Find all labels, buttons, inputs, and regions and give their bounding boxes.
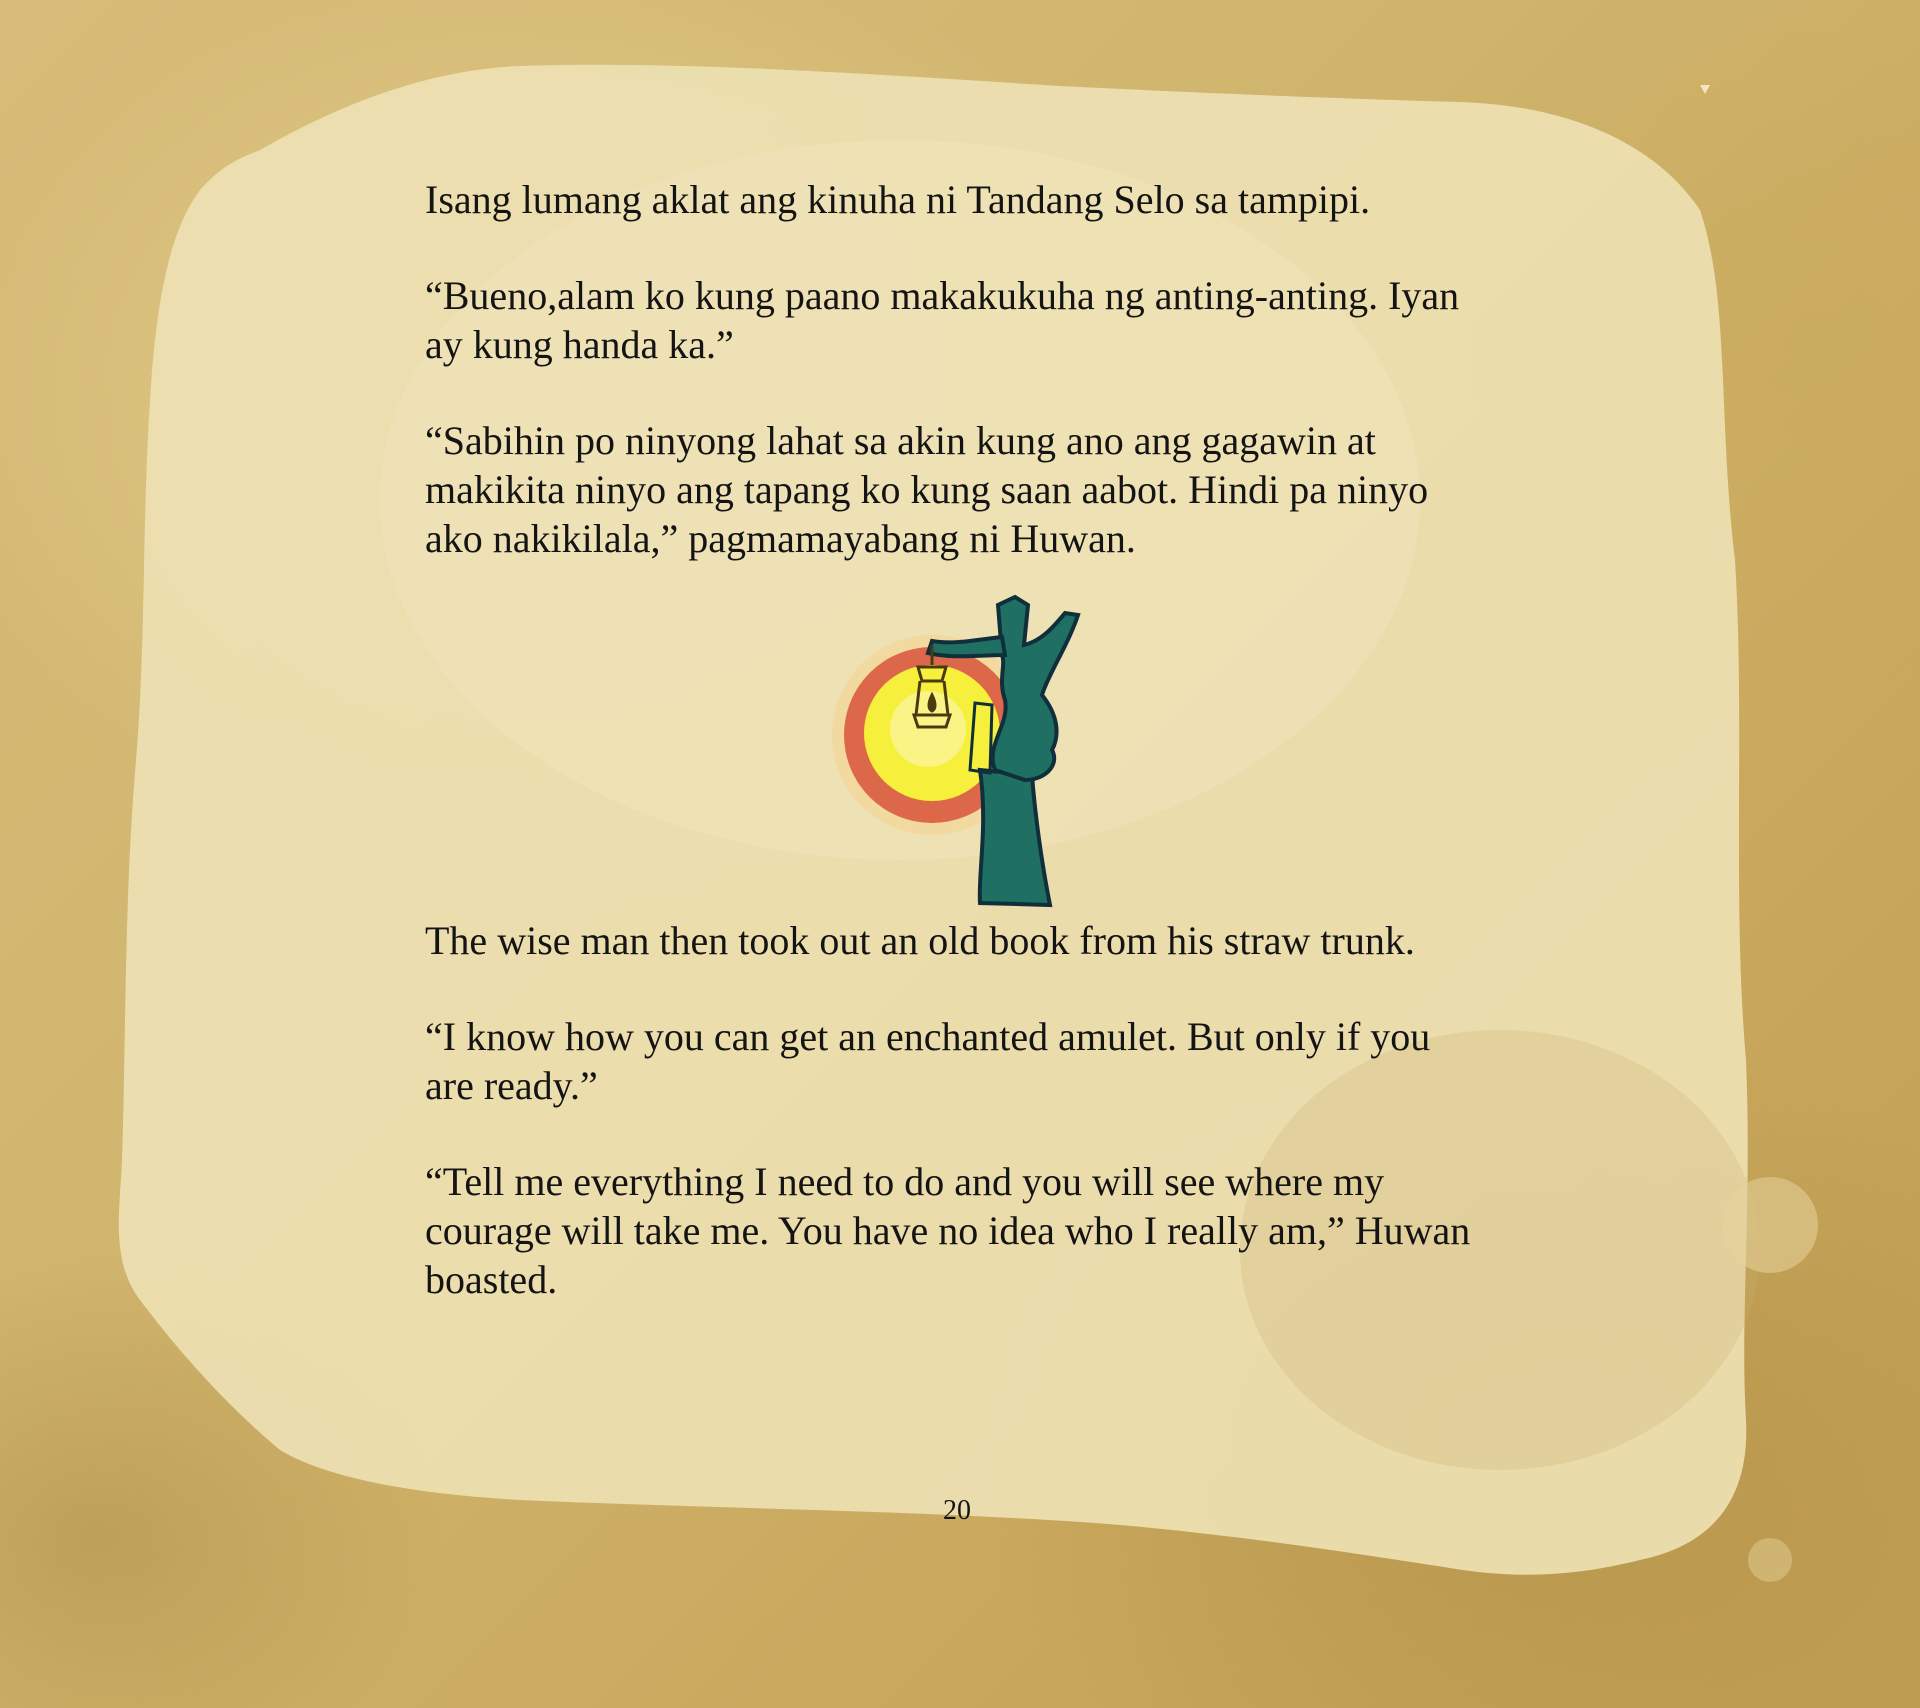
lamp-post-figure xyxy=(993,597,1078,780)
page-number: 20 xyxy=(943,1495,971,1526)
corner-mark xyxy=(1700,85,1710,94)
spot-stain xyxy=(1748,1538,1792,1582)
filipino-paragraph: Isang lumang aklat ang kinuha ni Tandang Selo sa tampipi. xyxy=(425,177,1371,222)
english-text-block xyxy=(425,916,1505,1351)
lamp-post-pole xyxy=(980,770,1050,905)
filipino-paragraph: “Bueno,alam ko kung paano makakukuha ng anting-anting. Iyan ay kung handa ka.” xyxy=(425,273,1460,367)
spot-stain xyxy=(1722,1177,1818,1273)
english-paragraph: “I know how you can get an enchanted amulet. But only if you are ready.” xyxy=(425,1014,1431,1108)
filipino-text-block xyxy=(425,175,1505,610)
english-paragraph: “Tell me everything I need to do and you will see where my courage will take me. You have no idea who I really am,” Huwan boasted. xyxy=(425,1159,1471,1302)
english-paragraph: The wise man then took out an old book from his straw trunk. xyxy=(425,918,1415,963)
filipino-paragraph: “Sabihin po ninyong lahat sa akin kung ano ang gagawin at makikita ninyo ang tapang ko kung saan aabot. Hindi pa ninyo ako nakikilala,” pagmamayabang ni Huwan. xyxy=(425,418,1429,561)
lamp-post-illustration xyxy=(820,585,1100,915)
